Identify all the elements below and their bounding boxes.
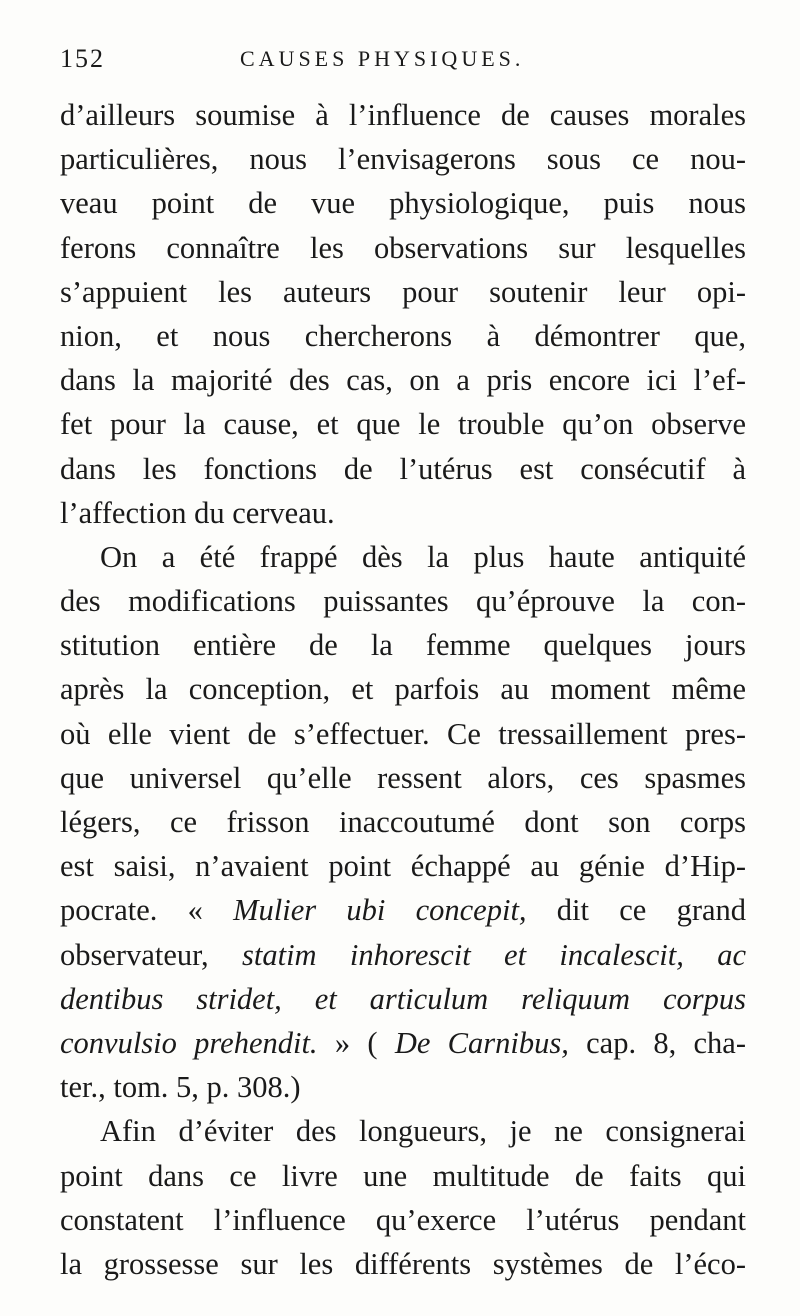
text-line: est saisi, n’avaient point échappé au génie d’Hip- <box>60 849 746 884</box>
text-line <box>60 888 746 932</box>
text-line: ferons connaître les observations sur lesquelles <box>60 230 746 265</box>
text-run: pocrate. « <box>60 893 234 928</box>
text-run: dit ce grand <box>526 893 747 928</box>
text-line: des modifications puissantes qu’éprouve la con- <box>60 584 746 619</box>
text-line <box>60 977 746 1021</box>
page-number: 152 <box>60 44 105 73</box>
text-line: fet pour la cause, et que le trouble qu’on observe <box>60 407 746 442</box>
text-run: cap. 8, cha- <box>568 1025 746 1060</box>
text-line: la grossesse sur les différents systèmes de l’éco- <box>60 1246 746 1281</box>
text-line <box>60 1021 746 1065</box>
text-line: particulières, nous l’envisagerons sous ce nou- <box>60 142 746 177</box>
text-line: veau point de vue physiologique, puis nous <box>60 186 746 221</box>
body-text <box>60 93 746 1286</box>
text-line: où elle vient de s’effectuer. Ce tressaillement pres- <box>60 716 746 751</box>
text-line <box>60 933 746 977</box>
text-line: l’affection du cerveau. <box>60 495 335 530</box>
italic-run: convulsio prehendit. <box>60 1025 318 1060</box>
text-line: légers, ce frisson inaccoutumé dont son corps <box>60 805 746 839</box>
running-title: CAUSES PHYSIQUES. <box>240 46 525 71</box>
text-line: point dans ce livre une multitude de faits qui <box>60 1158 746 1193</box>
text-line: après la conception, et parfois au moment même <box>60 672 746 707</box>
text-line: dans les fonctions de l’utérus est consécutif à <box>60 451 746 486</box>
text-line: d’ailleurs soumise à l’influence de causes morales <box>60 98 746 132</box>
italic-run: Mulier ubi concepit, <box>233 893 527 928</box>
text-line: s’appuient les auteurs pour soutenir leur opi- <box>60 274 746 309</box>
text-line: que universel qu’elle ressent alors, ces spasmes <box>60 760 746 795</box>
text-line: stitution entière de la femme quelques jours <box>60 628 746 663</box>
text-line: Afin d’éviter des longueurs, je ne consignerai <box>100 1114 746 1149</box>
text-run: » ( <box>317 1025 395 1060</box>
text-line: On a été frappé dès la plus haute antiquité <box>100 539 746 574</box>
text-line: dans la majorité des cas, on a pris encore ici l’ef- <box>60 363 746 398</box>
text-line: constatent l’influence qu’exerce l’utérus pendant <box>60 1202 746 1237</box>
italic-run: dentibus stridet, et articulum reliquum corpus <box>60 981 746 1016</box>
text-line: ter., tom. 5, p. 308.) <box>60 1070 301 1105</box>
text-line: nion, et nous chercherons à démontrer que, <box>60 318 746 353</box>
italic-run: statim inhorescit et incalescit, ac <box>242 937 746 972</box>
text-run: observateur, <box>60 937 242 972</box>
italic-run: De Carnibus, <box>394 1025 569 1060</box>
running-head <box>60 44 760 80</box>
